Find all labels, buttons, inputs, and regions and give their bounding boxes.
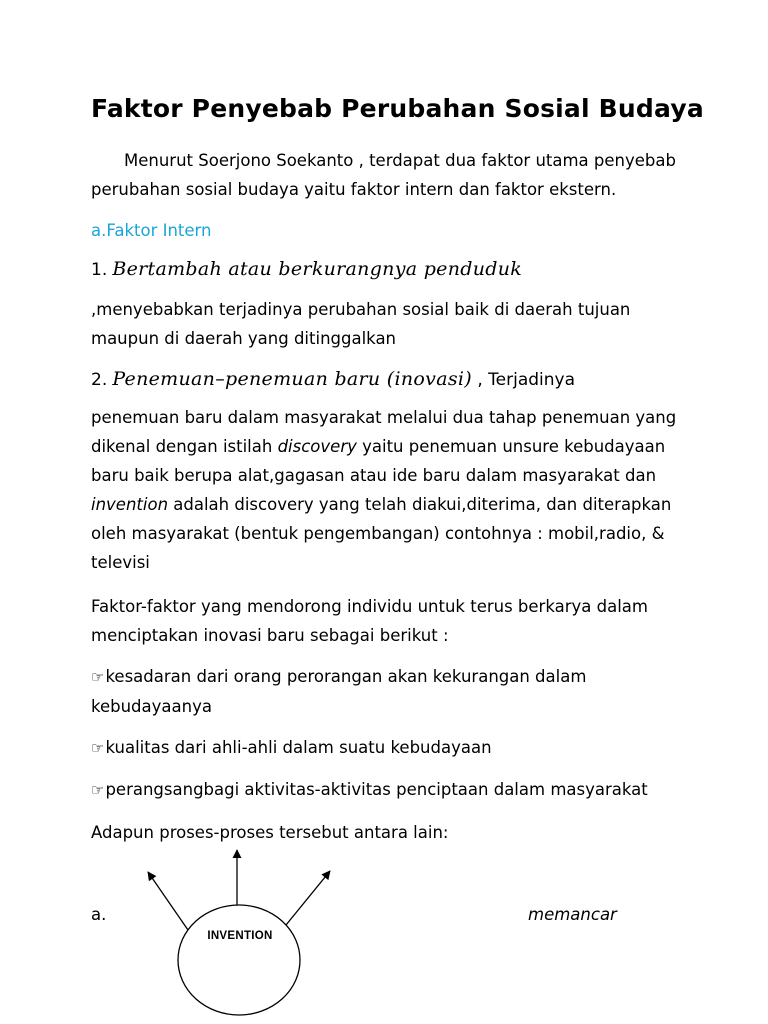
item-2-line-2b: yaitu penemuan unsure kebudayaan xyxy=(356,437,666,456)
arrow-right xyxy=(286,871,330,925)
item-2-after: , Terjadinya xyxy=(471,370,576,390)
process-a-memancar: memancar xyxy=(528,905,617,924)
item-2-title: Penemuan–penemuan baru (inovasi) xyxy=(112,368,472,390)
invention-label: INVENTION xyxy=(207,930,273,942)
invention-circle xyxy=(178,905,300,1015)
page-title: Faktor Penyebab Perubahan Sosial Budaya xyxy=(91,94,704,123)
item-2-line-1: penemuan baru dalam masyarakat melalui dua tahap penemuan yang xyxy=(91,408,677,427)
bullet-3-line-1: perangsangbagi aktivitas-aktivitas penciptaan dalam masyarakat xyxy=(105,780,648,799)
bullet-1-line-1: kesadaran dari orang perorangan akan kekurangan dalam xyxy=(105,667,587,686)
item-1-number: 1. xyxy=(91,260,108,280)
factors-line-1: Faktor-faktor yang mendorong individu untuk terus berkarya dalam xyxy=(91,597,648,616)
pointing-hand-icon: ☞ xyxy=(91,781,105,799)
invention-term: invention xyxy=(91,495,169,514)
item-2-line-5: oleh masyarakat (bentuk pengembangan) contohnya : mobil,radio, & xyxy=(91,524,665,543)
item-2-line-4b: adalah discovery yang telah diakui,diterima, dan diterapkan xyxy=(168,495,672,514)
intro-line-2: perubahan sosial budaya yaitu faktor intern dan faktor ekstern. xyxy=(91,180,617,199)
bullet-1-line-2: kebudayaanya xyxy=(91,697,212,716)
pointing-hand-icon: ☞ xyxy=(91,668,105,686)
section-heading-faktor-intern: a.Faktor Intern xyxy=(91,221,212,240)
item-2-line-2a: dikenal dengan istilah xyxy=(91,437,278,456)
item-1-title: Bertambah atau berkurangnya penduduk xyxy=(112,258,523,280)
item-2-line-3: baru baik berupa alat,gagasan atau ide baru dalam masyarakat dan xyxy=(91,466,657,485)
item-2-number: 2. xyxy=(91,370,108,390)
process-intro: Adapun proses-proses tersebut antara lain: xyxy=(91,823,449,842)
bullet-2-line-1: kualitas dari ahli-ahli dalam suatu kebudayaan xyxy=(105,738,492,757)
factors-line-2: menciptakan inovasi baru sebagai berikut : xyxy=(91,626,449,645)
item-1-line-1: ,menyebabkan terjadinya perubahan sosial baik di daerah tujuan xyxy=(91,300,631,319)
arrow-left xyxy=(148,872,188,930)
intro-line-1: Menurut Soerjono Soekanto , terdapat dua faktor utama penyebab xyxy=(124,151,676,170)
discovery-term: discovery xyxy=(277,437,357,456)
pointing-hand-icon: ☞ xyxy=(91,739,105,757)
item-2-line-6: televisi xyxy=(91,553,150,572)
item-1-line-2: maupun di daerah yang ditinggalkan xyxy=(91,329,397,348)
process-a-label: a. xyxy=(91,905,107,924)
